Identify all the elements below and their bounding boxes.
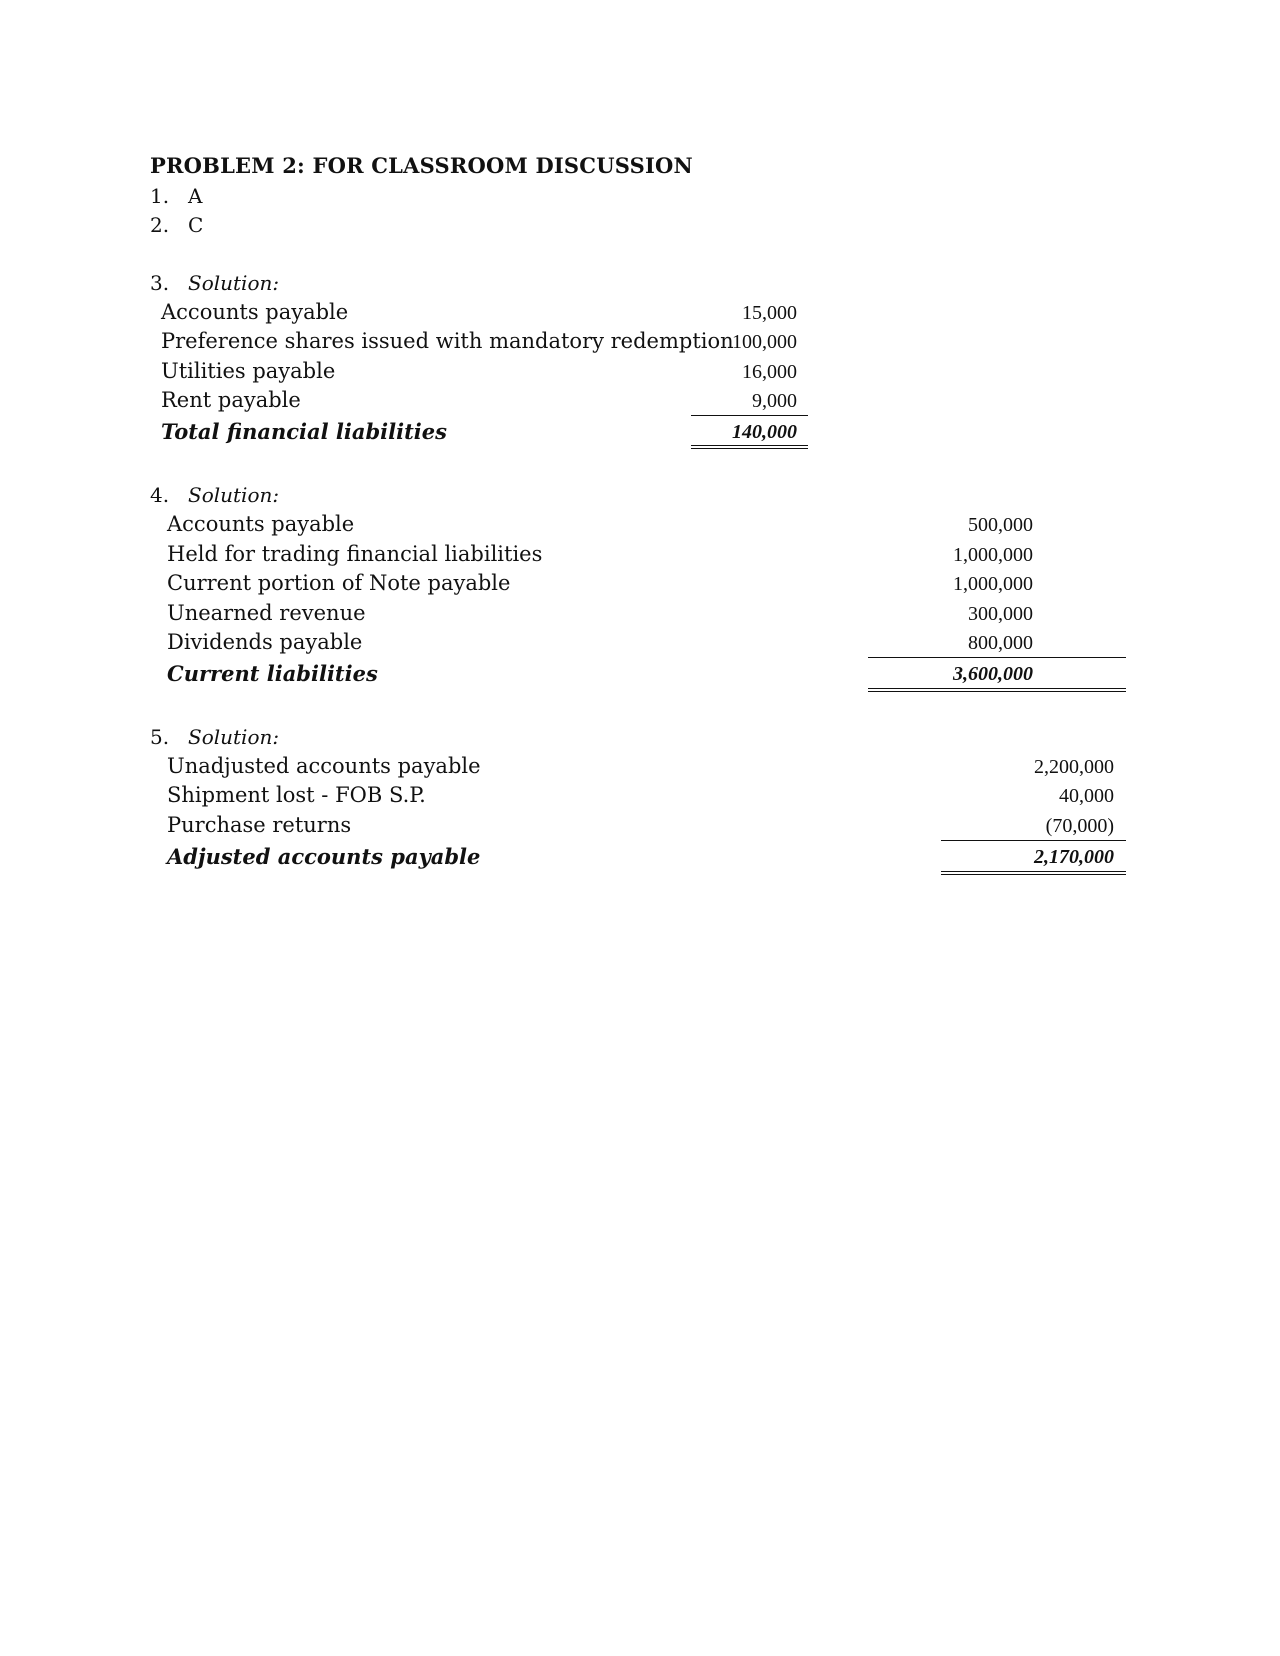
s3-total-label: Total financial liabilities — [161, 419, 447, 444]
total-double-rule — [868, 688, 1126, 692]
solution-label: Solution: — [188, 483, 280, 507]
solution-4-heading — [150, 483, 279, 507]
s5-item-amount: 2,200,000 — [1034, 756, 1114, 778]
subtotal-rule — [691, 415, 808, 416]
s5-total-amount: 2,170,000 — [1034, 846, 1114, 868]
subtotal-rule — [868, 657, 1126, 658]
s4-item-label: Accounts payable — [167, 512, 355, 536]
s4-item-amount: 500,000 — [968, 514, 1033, 536]
solution-number: 4. — [150, 483, 170, 507]
s4-item-amount: 300,000 — [968, 603, 1033, 625]
answer-1 — [150, 184, 202, 208]
solution-3-heading — [150, 271, 279, 295]
s3-total-amount: 140,000 — [732, 421, 797, 443]
total-double-rule — [941, 871, 1126, 875]
s4-item-label: Current portion of Note payable — [167, 571, 511, 595]
s5-item-label: Shipment lost - FOB S.P. — [167, 783, 426, 807]
solution-label: Solution: — [188, 725, 280, 749]
s3-item-label: Rent payable — [161, 388, 301, 412]
s4-total-amount: 3,600,000 — [953, 663, 1033, 685]
s3-item-amount: 100,000 — [732, 331, 797, 353]
solution-number: 3. — [150, 271, 170, 295]
s4-item-amount: 1,000,000 — [953, 573, 1033, 595]
s4-item-amount: 800,000 — [968, 632, 1033, 654]
s3-item-label: Utilities payable — [161, 359, 336, 383]
s4-total-label: Current liabilities — [167, 661, 378, 686]
s5-total-label: Adjusted accounts payable — [167, 844, 481, 869]
s4-item-label: Unearned revenue — [167, 601, 366, 625]
answer-number: 1. — [150, 184, 170, 208]
answer-value: A — [188, 184, 203, 208]
s4-item-label: Dividends payable — [167, 630, 363, 654]
s5-item-amount: 40,000 — [1059, 785, 1114, 807]
s3-item-label: Preference shares issued with mandatory redemption — [161, 329, 734, 353]
s5-item-label: Unadjusted accounts payable — [167, 754, 481, 778]
answer-2 — [150, 213, 203, 237]
answer-value: C — [188, 213, 204, 237]
solution-number: 5. — [150, 725, 170, 749]
s3-item-amount: 16,000 — [742, 361, 797, 383]
solution-label: Solution: — [188, 271, 280, 295]
answer-number: 2. — [150, 213, 170, 237]
s3-item-label: Accounts payable — [161, 300, 349, 324]
total-double-rule — [691, 445, 808, 449]
s4-item-amount: 1,000,000 — [953, 544, 1033, 566]
s5-item-label: Purchase returns — [167, 813, 352, 837]
solution-5-heading — [150, 725, 279, 749]
s5-item-amount: (70,000) — [1045, 815, 1114, 837]
subtotal-rule — [941, 840, 1126, 841]
s3-item-amount: 15,000 — [742, 302, 797, 324]
s3-item-amount: 9,000 — [752, 390, 797, 412]
page-title: PROBLEM 2: FOR CLASSROOM DISCUSSION — [150, 153, 693, 178]
s4-item-label: Held for trading financial liabilities — [167, 542, 543, 566]
